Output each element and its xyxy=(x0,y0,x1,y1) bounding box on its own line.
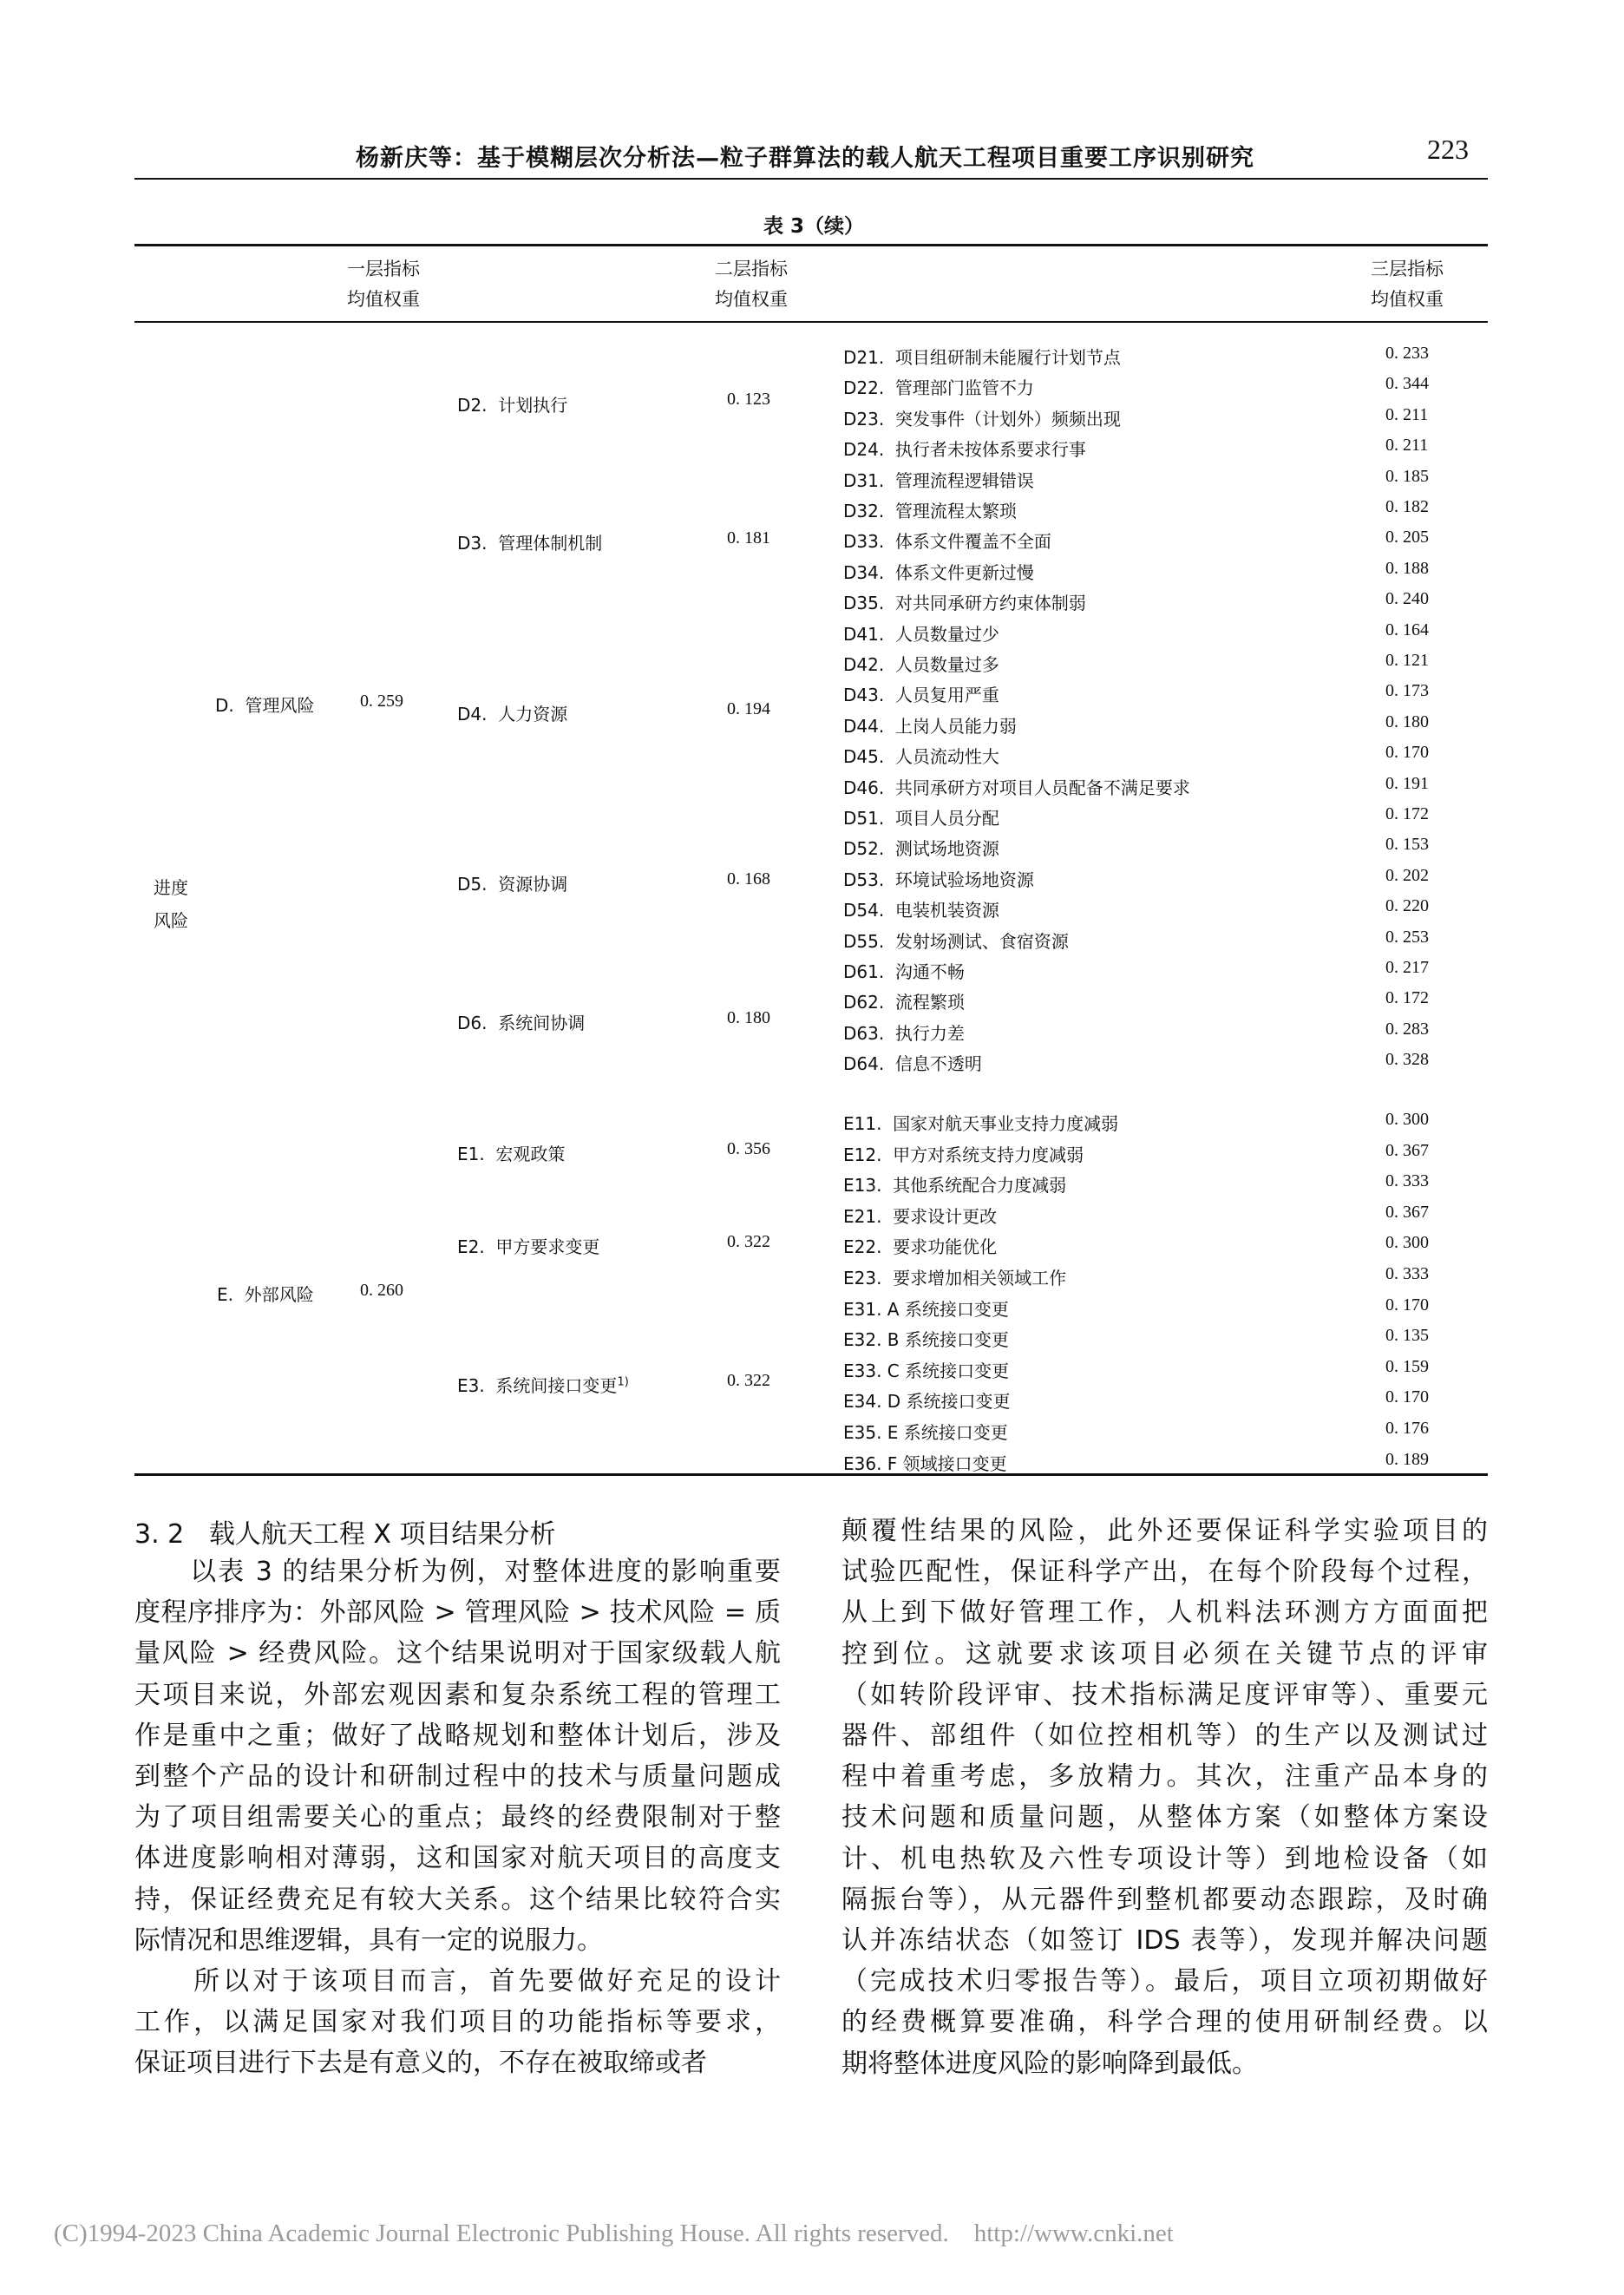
level3-row xyxy=(843,1168,1477,1199)
level3-label: D54. 电装机装资源 xyxy=(843,900,999,921)
paragraph-line: 计、机电热软及六性专项设计等）到地检设备（如 xyxy=(841,1843,1488,1874)
paragraph-line: 控到位。这就要求该项目必须在关键节点的评审 xyxy=(841,1638,1488,1669)
level3-weight: 0. 172 xyxy=(1385,804,1429,823)
header-rule xyxy=(134,178,1488,180)
level3-weight: 0. 300 xyxy=(1385,1233,1429,1253)
paragraph-line: 工作，以满足国家对我们项目的功能指标等要求， xyxy=(134,2007,781,2038)
level3-row xyxy=(843,954,1477,986)
level3-label: D42. 人员数量过多 xyxy=(843,654,999,675)
level3-row xyxy=(843,432,1477,463)
level3-weight: 0. 328 xyxy=(1385,1050,1429,1070)
paragraph-line: 所以对于该项目而言，首先要做好充足的设计 xyxy=(134,1966,781,1997)
right-column-text xyxy=(841,1511,1488,2084)
level3-row xyxy=(843,340,1477,371)
paragraph-line: 体进度影响相对薄弱，这和国家对航天项目的高度支 xyxy=(134,1843,781,1874)
col-header-level1 xyxy=(347,254,420,315)
col-header-level3 xyxy=(1371,254,1444,315)
level3-label: E21. 要求设计更改 xyxy=(843,1205,998,1227)
level2-weight-d5: 0. 168 xyxy=(727,869,770,888)
paragraph-line: 认并冻结状态（如签订 IDS 表等），发现并解决问题 xyxy=(841,1925,1488,1957)
col-header-level2-line1: 二层指标 xyxy=(715,259,788,279)
level1-label-d: D. 管理风险 xyxy=(215,695,315,716)
level3-row xyxy=(843,1384,1477,1415)
level3-label: E36. F 领域接口变更 xyxy=(843,1452,1007,1474)
level3-label: E12. 甲方对系统支持力度减弱 xyxy=(843,1144,1084,1165)
level3-label: E31. A 系统接口变更 xyxy=(843,1298,1009,1320)
paragraph-line: 到整个产品的设计和研制过程中的技术与质量问题成 xyxy=(134,1761,781,1793)
level3-label: D43. 人员复用严重 xyxy=(843,685,999,706)
level3-label: D41. 人员数量过少 xyxy=(843,623,999,645)
level3-label: D22. 管理部门监管不力 xyxy=(843,377,1034,399)
level3-label: D24. 执行者未按体系要求行事 xyxy=(843,439,1086,461)
paragraph-line: 期将整体进度风险的影响降到最低。 xyxy=(841,2048,1258,2079)
level3-weight: 0. 367 xyxy=(1385,1202,1429,1222)
level3-weight: 0. 217 xyxy=(1385,958,1429,977)
level1-label-e: E. 外部风险 xyxy=(217,1284,314,1305)
level3-row xyxy=(843,831,1477,862)
level3-weight: 0. 135 xyxy=(1385,1326,1429,1346)
level3-weight: 0. 240 xyxy=(1385,589,1429,609)
level3-row xyxy=(843,1261,1477,1292)
level2-label-e3-text: E3. 系统间接口变更 xyxy=(457,1375,618,1396)
level3-row xyxy=(843,862,1477,894)
level3-label: D35. 对共同承研方约束体制弱 xyxy=(843,593,1086,614)
level3-label: D62. 流程繁琐 xyxy=(843,992,965,1013)
level3-weight: 0. 300 xyxy=(1385,1110,1429,1129)
footnote-marker: 1) xyxy=(617,1375,629,1389)
group-label-schedule-risk: 进度 风险 xyxy=(154,877,188,931)
level3-label: E11. 国家对航天事业支持力度减弱 xyxy=(843,1113,1119,1134)
level3-label: E32. B 系统接口变更 xyxy=(843,1329,1009,1351)
paragraph-line: 保证项目进行下去是有意义的，不存在被取缔或者 xyxy=(134,2048,707,2079)
level3-label: E35. E 系统接口变更 xyxy=(843,1422,1008,1443)
page-number: 223 xyxy=(1427,134,1469,165)
table-head-rule xyxy=(134,321,1488,323)
level2-label-e3 xyxy=(457,1372,629,1397)
level3-weight: 0. 121 xyxy=(1385,651,1429,670)
level3-label: D31. 管理流程逻辑错误 xyxy=(843,469,1034,491)
level3-label: D64. 信息不透明 xyxy=(843,1053,982,1075)
paragraph-line: 从上到下做好管理工作，人机料法环测方方面面把 xyxy=(841,1597,1488,1629)
level3-row xyxy=(843,801,1477,832)
paragraph-line: 器件、部组件（如位控相机等）的生产以及测试过 xyxy=(841,1721,1488,1752)
paragraph-line: 的经费概算要准确，科学合理的使用研制经费。以 xyxy=(841,2007,1488,2038)
level3-weight: 0. 170 xyxy=(1385,1387,1429,1407)
paragraph-line: 试验匹配性，保证科学产出，在每个阶段每个过程， xyxy=(841,1557,1488,1588)
level3-weight: 0. 202 xyxy=(1385,865,1429,885)
paragraph-line: 量风险 > 经费风险。这个结果说明对于国家级载人航 xyxy=(134,1638,781,1669)
level2-weight-d3: 0. 181 xyxy=(727,528,770,548)
level3-row xyxy=(843,494,1477,525)
level2-label-d3: D3. 管理体制机制 xyxy=(457,533,603,554)
paragraph-line: （完成技术归零报告等）。最后，项目立项初期做好 xyxy=(841,1966,1488,1997)
level3-row xyxy=(843,924,1477,955)
level3-row xyxy=(843,1016,1477,1047)
level3-row xyxy=(843,647,1477,679)
table-caption: 表 3（续） xyxy=(763,215,865,238)
level3-label: D61. 沟通不畅 xyxy=(843,961,965,982)
level3-label: E34. D 系统接口变更 xyxy=(843,1391,1011,1413)
paragraph-line: 以表 3 的结果分析为例，对整体进度的影响重要 xyxy=(134,1557,781,1587)
level3-row xyxy=(843,709,1477,740)
level3-row xyxy=(843,1106,1477,1138)
running-header-title: 杨新庆等：基于模糊层次分析法—粒子群算法的载人航天工程项目重要工序识别研究 xyxy=(356,145,1254,172)
level3-label: D53. 环境试验场地资源 xyxy=(843,869,1034,890)
level3-label: E23. 要求增加相关领域工作 xyxy=(843,1268,1067,1288)
level3-weight: 0. 159 xyxy=(1385,1356,1429,1376)
paragraph-line: 技术问题和质量问题，从整体方案（如整体方案设 xyxy=(841,1802,1488,1833)
level2-label-d2: D2. 计划执行 xyxy=(457,395,568,416)
level3-weight: 0. 164 xyxy=(1385,620,1429,639)
level3-row xyxy=(843,1292,1477,1323)
level3-weight: 0. 283 xyxy=(1385,1019,1429,1039)
level3-weight: 0. 333 xyxy=(1385,1171,1429,1191)
section-heading: 3. 2 载人航天工程 X 项目结果分析 xyxy=(134,1519,556,1550)
paragraph-line: 作是重中之重；做好了战略规划和整体计划后，涉及 xyxy=(134,1720,781,1751)
level3-row xyxy=(843,463,1477,495)
level3-weight: 0. 176 xyxy=(1385,1419,1429,1438)
level3-row xyxy=(843,739,1477,770)
level3-label: D46. 共同承研方对项目人员配备不满足要求 xyxy=(843,777,1190,798)
level3-label: D45. 人员流动性大 xyxy=(843,746,999,768)
col-header-level2 xyxy=(715,254,788,315)
level3-row xyxy=(843,770,1477,802)
level3-row xyxy=(843,1046,1477,1078)
level2-weight-d2: 0. 123 xyxy=(727,390,770,409)
col-header-level3-line2: 均值权重 xyxy=(1371,289,1444,310)
col-header-level3-line1: 三层指标 xyxy=(1371,259,1444,279)
paragraph-line: 持，保证经费充足有较大关系。这个结果比较符合实 xyxy=(134,1884,781,1915)
level3-row xyxy=(843,1199,1477,1230)
level3-weight: 0. 173 xyxy=(1385,681,1429,701)
level3-label: D34. 体系文件更新过慢 xyxy=(843,561,1034,583)
level3-label: D52. 测试场地资源 xyxy=(843,838,999,860)
level3-label: D23. 突发事件（计划外）频频出现 xyxy=(843,408,1121,429)
level2-label-d4: D4. 人力资源 xyxy=(457,704,568,725)
level3-weight: 0. 344 xyxy=(1385,374,1429,394)
level3-label: D32. 管理流程太繁琐 xyxy=(843,501,1017,521)
level1-weight-d: 0. 259 xyxy=(360,692,403,711)
level2-label-e1: E1. 宏观政策 xyxy=(457,1144,566,1164)
level3-label: D44. 上岗人员能力弱 xyxy=(843,715,1017,737)
level3-row xyxy=(843,1415,1477,1446)
paragraph-line: 际情况和思维逻辑，具有一定的说服力。 xyxy=(134,1925,603,1956)
level3-label: D33. 体系文件覆盖不全面 xyxy=(843,531,1051,553)
level3-row xyxy=(843,370,1477,402)
level3-weight: 0. 205 xyxy=(1385,528,1429,548)
level3-weight: 0. 233 xyxy=(1385,344,1429,363)
level3-label: E13. 其他系统配合力度减弱 xyxy=(843,1175,1067,1197)
level3-row xyxy=(843,1354,1477,1385)
level3-row xyxy=(843,524,1477,555)
level2-weight-e3: 0. 322 xyxy=(727,1371,770,1390)
level3-weight: 0. 170 xyxy=(1385,743,1429,763)
paragraph-line: 度程序排序为：外部风险 > 管理风险 > 技术风险 = 质 xyxy=(134,1597,781,1629)
level3-weight: 0. 153 xyxy=(1385,835,1429,855)
paragraph-line: 程中着重考虑，多放精力。其次，注重产品本身的 xyxy=(841,1761,1488,1793)
level3-weight: 0. 367 xyxy=(1385,1140,1429,1160)
level3-weight: 0. 185 xyxy=(1385,466,1429,486)
left-column-text xyxy=(134,1551,781,2084)
level3-weight: 0. 211 xyxy=(1385,404,1429,424)
level2-label-d6: D6. 系统间协调 xyxy=(457,1013,586,1033)
level3-row xyxy=(843,985,1477,1016)
level2-weight-e2: 0. 322 xyxy=(727,1232,770,1251)
level3-label: E33. C 系统接口变更 xyxy=(843,1360,1010,1381)
paragraph-line: 隔振台等），从元器件到整机都要动态跟踪，及时确 xyxy=(841,1884,1488,1915)
col-header-level2-line2: 均值权重 xyxy=(715,289,788,310)
level3-weight: 0. 333 xyxy=(1385,1264,1429,1283)
col-header-level1-line2: 均值权重 xyxy=(347,289,420,310)
level3-weight: 0. 220 xyxy=(1385,896,1429,916)
level3-row xyxy=(843,586,1477,617)
level3-weight: 0. 170 xyxy=(1385,1295,1429,1315)
level2-weight-d6: 0. 180 xyxy=(727,1008,770,1027)
level3-weight: 0. 191 xyxy=(1385,773,1429,793)
level3-weight: 0. 172 xyxy=(1385,988,1429,1008)
level3-label: E22. 要求功能优化 xyxy=(843,1236,998,1258)
level3-row xyxy=(843,678,1477,709)
copyright-footer: (C)1994-2023 China Academic Journal Electronic Publishing House. All rights reserved. http://www.cnki.net xyxy=(54,2220,1174,2247)
level3-row xyxy=(843,1229,1477,1261)
level3-label: D51. 项目人员分配 xyxy=(843,808,999,829)
level1-weight-e: 0. 260 xyxy=(360,1281,403,1300)
level3-row xyxy=(843,1322,1477,1354)
level3-weight: 0. 188 xyxy=(1385,558,1429,578)
level3-weight: 0. 180 xyxy=(1385,711,1429,731)
level3-weight: 0. 253 xyxy=(1385,927,1429,947)
table-top-rule xyxy=(134,244,1488,246)
level3-row xyxy=(843,555,1477,587)
level3-weight: 0. 189 xyxy=(1385,1449,1429,1469)
level2-weight-d4: 0. 194 xyxy=(727,699,770,718)
level3-row xyxy=(843,1446,1477,1478)
level3-label: D63. 执行力差 xyxy=(843,1022,965,1044)
paragraph-line: （如转阶段评审、技术指标满足度评审等）、重要元 xyxy=(841,1679,1488,1710)
level3-row xyxy=(843,617,1477,648)
level2-label-e2: E2. 甲方要求变更 xyxy=(457,1236,600,1257)
level3-row xyxy=(843,1138,1477,1169)
level3-label: D55. 发射场测试、食宿资源 xyxy=(843,930,1069,952)
paragraph-line: 天项目来说，外部宏观因素和复杂系统工程的管理工 xyxy=(134,1679,781,1710)
col-header-level1-line1: 一层指标 xyxy=(347,259,420,279)
paragraph-line: 为了项目组需要关心的重点；最终的经费限制对于整 xyxy=(134,1802,781,1833)
level3-weight: 0. 182 xyxy=(1385,497,1429,516)
level3-weight: 0. 211 xyxy=(1385,436,1429,456)
level3-row xyxy=(843,402,1477,433)
level3-label: D21. 项目组研制未能履行计划节点 xyxy=(843,347,1121,368)
level2-label-d5: D5. 资源协调 xyxy=(457,874,568,895)
level2-weight-e1: 0. 356 xyxy=(727,1139,770,1158)
level3-row xyxy=(843,893,1477,924)
paragraph-line: 颠覆性结果的风险，此外还要保证科学实验项目的 xyxy=(841,1516,1488,1546)
